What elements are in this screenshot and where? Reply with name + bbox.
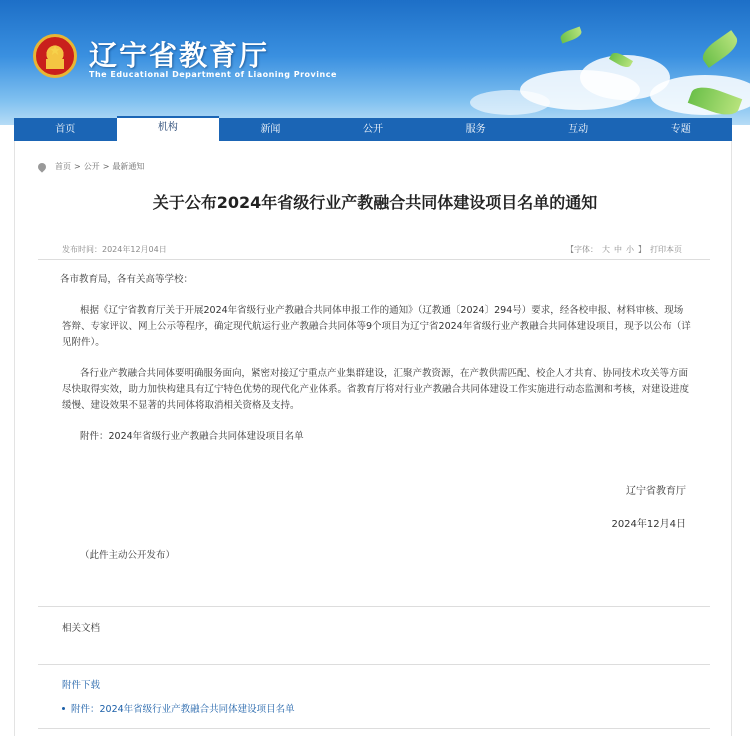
leaf-decoration [559,27,583,44]
leaf-decoration [698,30,741,68]
divider [38,606,710,607]
font-large-button[interactable]: 大 [602,245,610,254]
breadcrumb-separator: > [102,162,110,171]
bullet-icon [62,707,65,710]
signature: 辽宁省教育厅 [626,486,686,497]
font-medium-button[interactable]: 中 [614,245,622,254]
nav-item-topics[interactable]: 专题 [670,124,691,135]
breadcrumb-home[interactable]: 首页 [55,162,71,171]
nav-item-public[interactable]: 公开 [363,124,384,135]
header-banner [0,0,750,125]
article-tools [566,244,682,255]
location-pin-icon [36,161,47,172]
nav-item-institution[interactable]: 机构 [117,116,220,141]
site-title: 辽宁省教育厅 [89,39,270,72]
site-subtitle: The Educational Department of Liaoning Province [89,70,337,79]
breadcrumb-separator: > [74,162,81,171]
divider [38,259,710,260]
signature-date: 2024年12月4日 [611,519,686,530]
breadcrumb-latest-notice[interactable]: 最新通知 [112,162,145,171]
font-small-button[interactable]: 小 [626,245,634,254]
main-nav [14,118,732,141]
attachment-download-label: 附件下载 [62,680,101,691]
body-paragraph: 各行业产教融合共同体要明确服务面向，紧密对接辽宁重点产业集群建设，汇聚产教资源，在产教供需匹配、校企人才共育、协同技术攻关等方面尽快取得实效，助力加快构建具有辽宁特色优势的现代化产业体系。省教育厅将对行业产教融合共同体建设工作实施进行动态监测和考核，对建设进度缓慢、建设效果不显著的共同体将取消相关资格及支持。 [62,368,690,411]
body-paragraph: 根据《辽宁省教育厅关于开展2024年省级行业产教融合共同体申报工作的通知》（辽教通〔2024〕294号）要求，经各校申报、材料审核、现场答辩、专家评议、网上公示等程序，确定现代航运行业产教融合共同体等9个项目为辽宁省2024年省级行业产教融合共同体建设项目，现予以公布（详见附件）。 [62,305,691,348]
cloud-decoration [470,90,550,115]
attachment-note: 附件：2024年省级行业产教融合共同体建设项目名单 [80,431,304,442]
national-emblem-icon: ★ [33,34,77,78]
attachment-link-label: 附件：2024年省级行业产教融合共同体建设项目名单 [71,704,295,715]
print-button[interactable]: 打印本页 [650,245,682,254]
salutation: 各市教育局，各有关高等学校： [60,274,194,285]
nav-item-home[interactable]: 首页 [55,124,76,135]
font-size-label: 【字体： [566,245,598,254]
breadcrumb-public[interactable]: 公开 [83,162,100,171]
divider [38,728,710,729]
nav-item-news[interactable]: 新闻 [260,124,281,135]
disclosure-note: （此件主动公开发布） [80,550,176,561]
attachment-download-link[interactable] [62,701,295,715]
nav-item-service[interactable]: 服务 [465,124,486,135]
nav-item-interact[interactable]: 互动 [568,124,589,135]
font-size-close: 】 [638,245,646,254]
divider [38,664,710,665]
publish-time: 发布时间：2024年12月04日 [62,245,167,254]
article-title: 关于公布2024年省级行业产教融合共同体建设项目名单的通知 [152,193,598,212]
breadcrumb [38,161,144,172]
related-documents-label: 相关文档 [62,623,101,634]
